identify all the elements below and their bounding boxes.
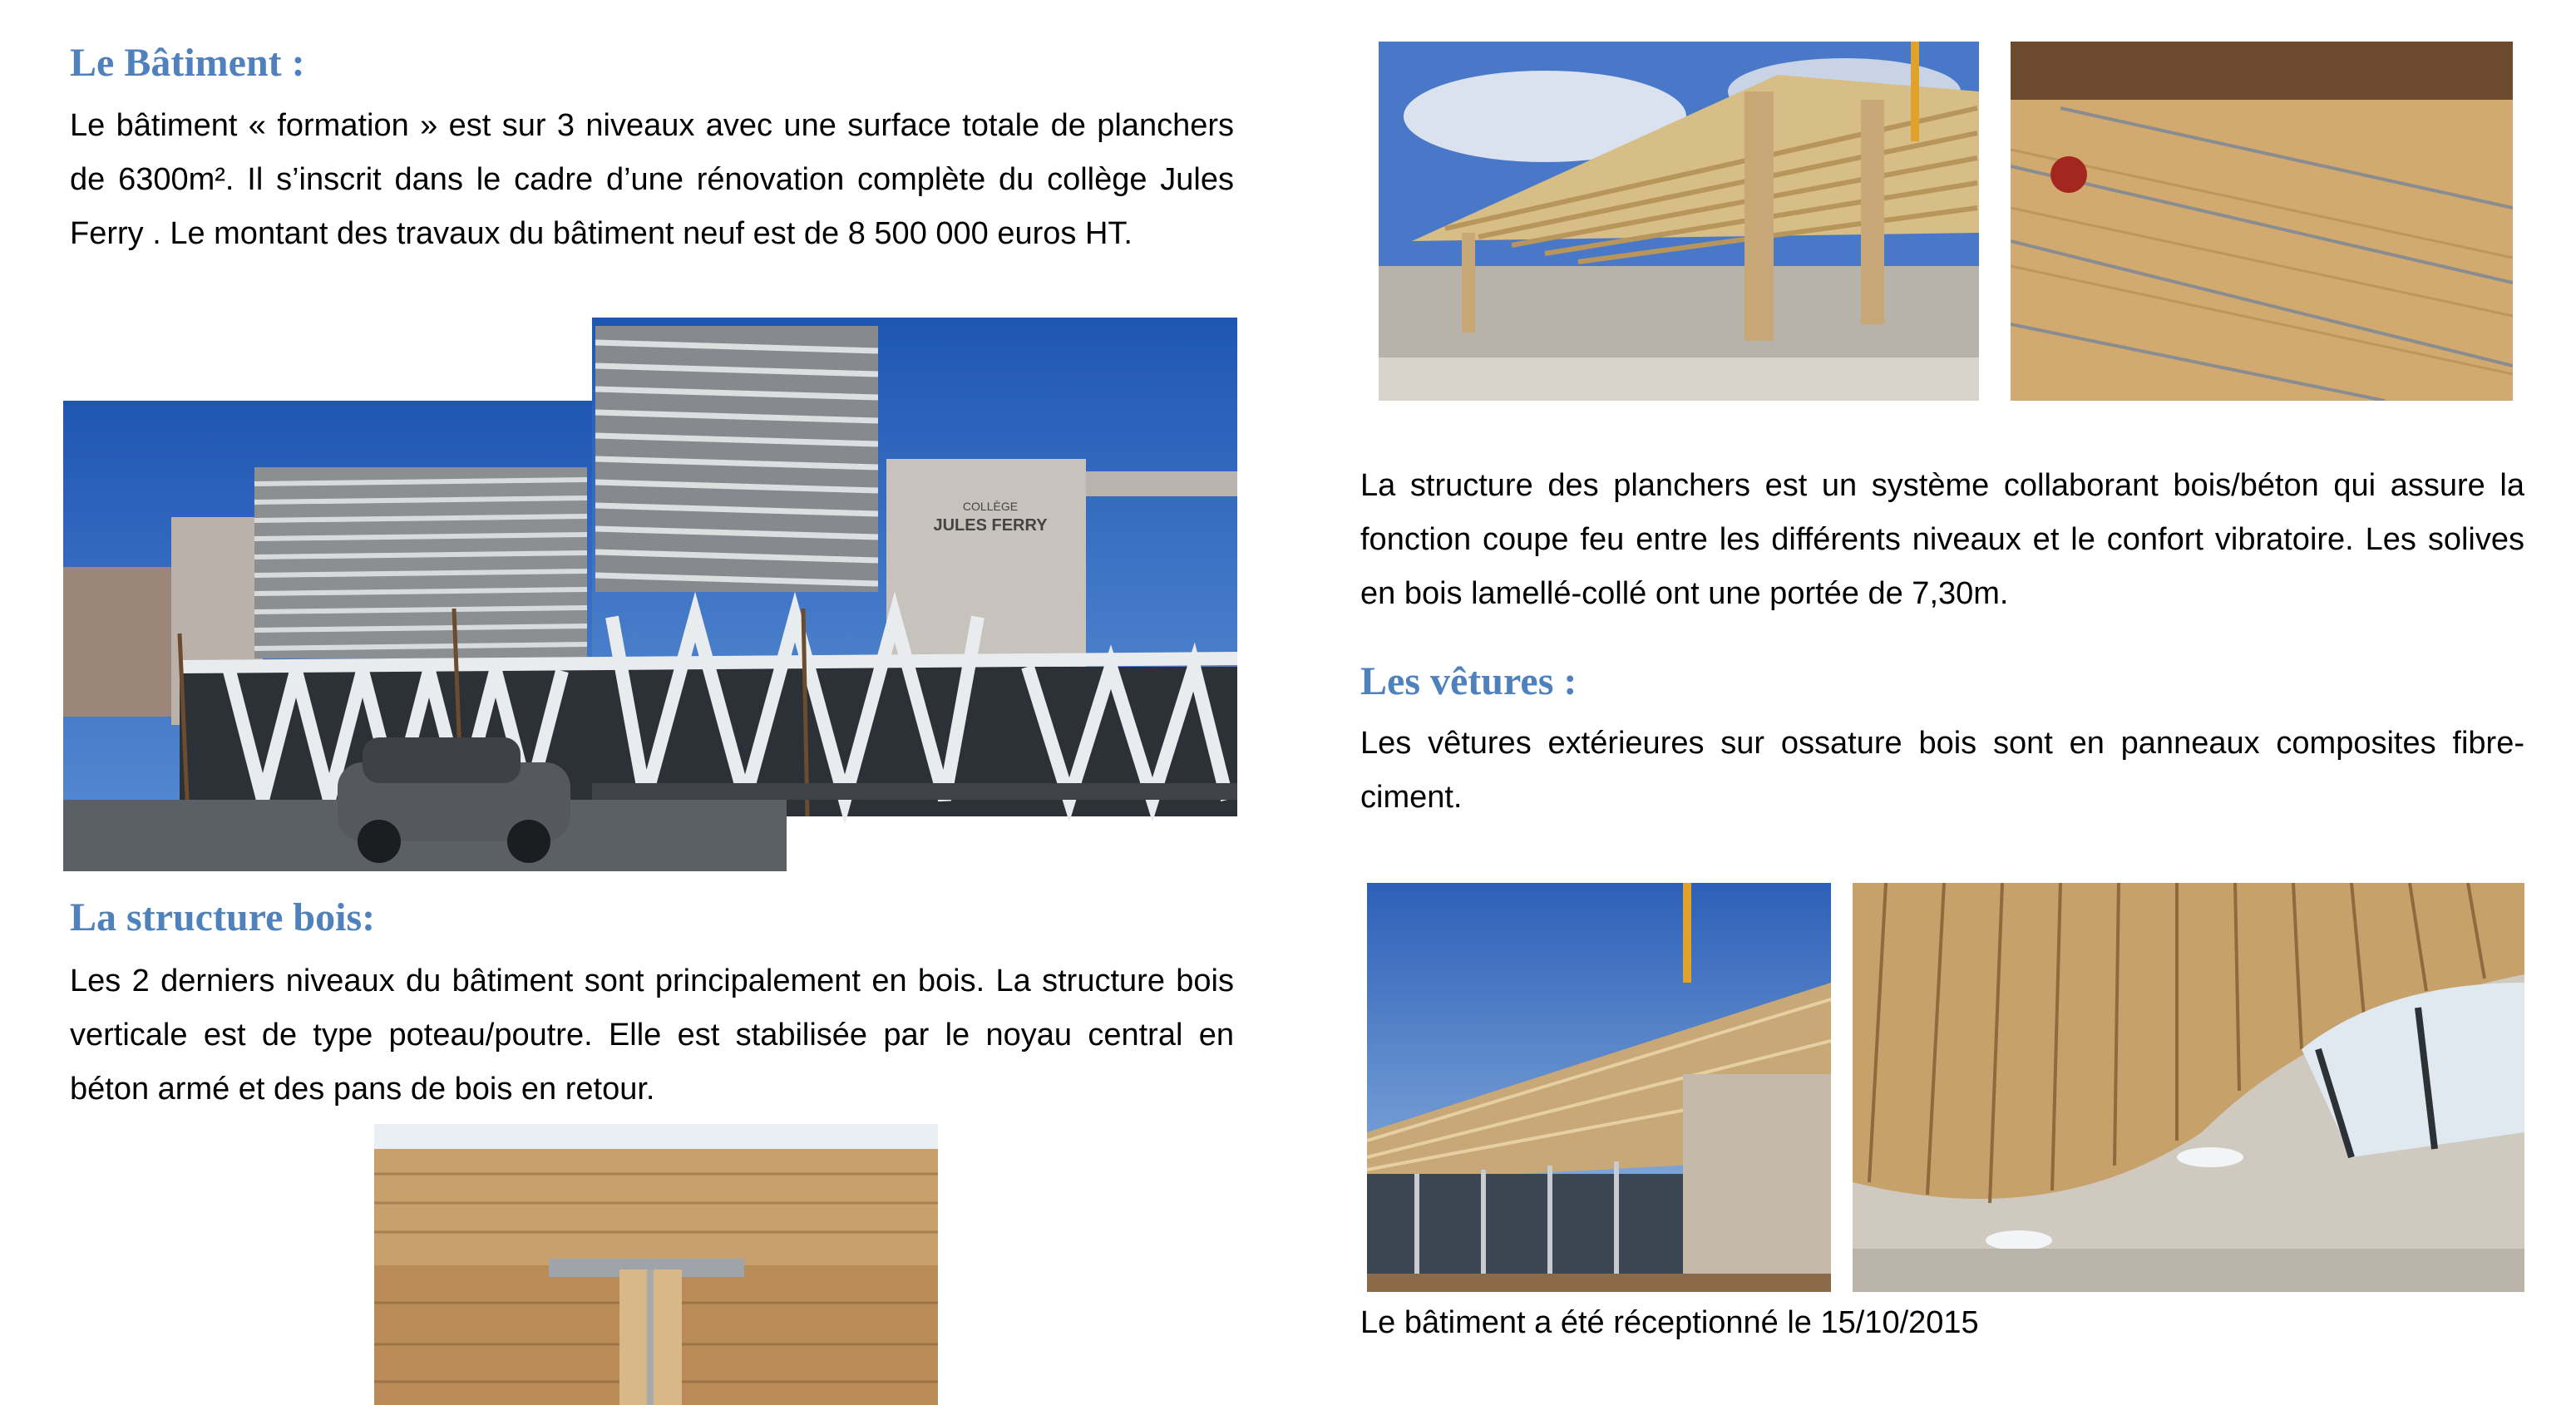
photo-building-construction-exterior <box>1367 883 1831 1292</box>
heading-vetures: Les vêtures : <box>1360 659 1577 703</box>
paragraph-structure-bois: Les 2 derniers niveaux du bâtiment sont principalement en bois. La structure bois verticale est de type poteau/poutre. Elle est stabilisée par le noyau central en béton armé et des pans de bois en retour. <box>70 964 1234 1107</box>
photo-curved-wood-ceiling <box>1853 883 2524 1292</box>
photo-wood-beam-detail <box>374 1124 938 1405</box>
building-sign-line1: COLLÈGE <box>962 500 1019 513</box>
photo-building-exterior <box>63 318 1237 871</box>
paragraph-batiment: Le bâtiment « formation » est sur 3 niveaux avec une surface totale de planchers de 6300m². Il s’inscrit dans le cadre d’une rénovation complète du collège Jules Ferry . Le montant des travaux du bâtiment neuf est de 8 500 000 euros HT. <box>70 108 1234 251</box>
building-sign-line2: JULES FERRY <box>933 516 1048 535</box>
heading-batiment: Le Bâtiment : <box>70 41 305 85</box>
paragraph-vetures: Les vêtures extérieures sur ossature bois sont en panneaux composites fibre-ciment. <box>1360 726 2524 815</box>
heading-structure-bois: La structure bois: <box>70 895 376 939</box>
paragraph-planchers: La structure des planchers est un système collaborant bois/béton qui assure la fonction coupe feu entre les différents niveaux et le confort vibratoire. Les solives en bois lamellé-collé ont une portée de 7,30m. <box>1360 468 2524 611</box>
photo-timber-frame-construction <box>1379 42 1979 401</box>
caption-reception: Le bâtiment a été réceptionné le 15/10/2015 <box>1360 1305 1979 1340</box>
photo-osb-floor-panels <box>2011 42 2513 401</box>
